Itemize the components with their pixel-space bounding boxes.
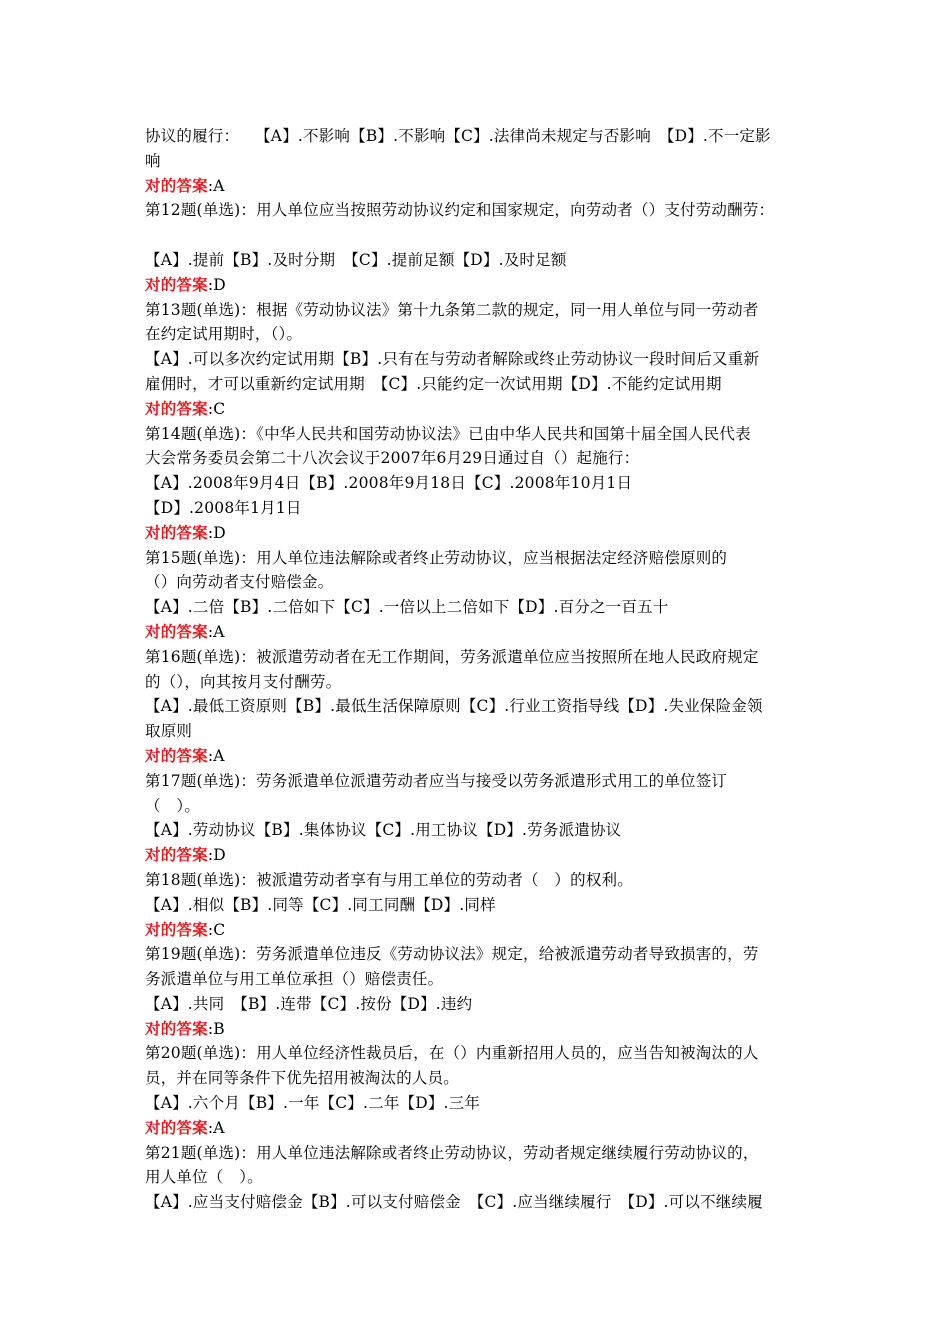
text-line: 【A】.二倍【B】.二倍如下【C】.一倍以上二倍如下【D】.百分之一百五十: [145, 598, 669, 617]
text-line: 【A】.劳动协议【B】.集体协议【C】.用工协议【D】.劳务派遣协议: [145, 821, 622, 840]
answer-value: :A: [207, 1118, 225, 1137]
text-line: 协议的履行： 【A】.不影响【B】.不影响【C】.法律尚未规定与否影响 【D】.不一定影: [145, 127, 771, 145]
text-line: 【A】.可以多次约定试用期【B】.只有在与劳动者解除或终止劳动协议一段时间后又重新: [145, 350, 760, 369]
answer-value: :C: [207, 399, 226, 418]
text-line: 第13题(单选)：根据《劳动协议法》第十九条第二款的规定，同一用人单位与同一劳动者: [145, 300, 759, 319]
text-line: 【A】.共同 【B】.连带【C】.按份【D】.违约: [145, 994, 473, 1013]
text-line: 【A】.2008年9月4日【B】.2008年9月18日【C】.2008年10月1日: [145, 474, 633, 493]
blank-line: [145, 223, 822, 248]
text-line: 员，并在同等条件下优先招用被淘汰的人员。: [145, 1069, 460, 1088]
text-line: 雇佣时，才可以重新约定试用期 【C】.只能约定一次试用期【D】.不能约定试用期: [145, 374, 722, 393]
text-line: 务派遣单位与用工单位承担（）赔偿责任。: [145, 970, 444, 989]
answer-label: 对的答案: [145, 522, 208, 542]
answer-line: [145, 1116, 822, 1141]
answer-line: [145, 843, 822, 868]
text-line: 的（），向其按月支付酬劳。: [145, 672, 342, 691]
text-line: 【A】.提前【B】.及时分期 【C】.提前足额【D】.及时足额: [145, 250, 567, 269]
answer-label: 对的答案: [145, 175, 208, 195]
answer-label: 对的答案: [145, 621, 208, 641]
text-line: 【A】.相似【B】.同等【C】.同工同酬【D】.同样: [145, 895, 496, 914]
text-line: 【A】.六个月【B】.一年【C】.二年【D】.三年: [145, 1094, 481, 1113]
answer-line: [145, 1017, 822, 1042]
answer-label: 对的答案: [145, 845, 208, 865]
text-line: 第15题(单选)：用人单位违法解除或者终止劳动协议，应当根据法定经济赔偿原则的: [145, 548, 728, 567]
text-line: 第20题(单选)：用人单位经济性裁员后，在（）内重新招用人员的，应当告知被淘汰的人: [145, 1044, 759, 1063]
answer-line: [145, 744, 822, 769]
text-line: 【D】.2008年1月1日: [145, 498, 302, 517]
answer-line: [145, 397, 822, 422]
answer-label: 对的答案: [145, 919, 208, 939]
answer-line: [145, 174, 822, 199]
answer-line: [145, 521, 822, 546]
answer-value: :D: [207, 275, 226, 294]
answer-label: 对的答案: [145, 745, 208, 765]
answer-value: :C: [207, 920, 226, 939]
text-line: 用人单位（ ）。: [145, 1168, 263, 1187]
text-line: 【A】.最低工资原则【B】.最低生活保障原则【C】.行业工资指导线【D】.失业保险金领: [145, 697, 763, 716]
answer-value: :B: [207, 1019, 225, 1038]
text-line: （）向劳动者支付赔偿金。: [145, 573, 334, 592]
answer-value: :D: [207, 846, 226, 865]
answer-line: [145, 273, 822, 298]
text-line: 第12题(单选)：用人单位应当按照劳动协议约定和国家规定，向劳动者（）支付劳动酬劳：: [145, 201, 775, 220]
answer-label: 对的答案: [145, 1018, 208, 1038]
answer-value: :A: [207, 176, 225, 195]
text-line: 大会常务委员会第二十八次会议于2007年6月29日通过自（）起施行：: [145, 449, 640, 468]
text-line: 第16题(单选)：被派遣劳动者在无工作期间，劳务派遣单位应当按照所在地人民政府规定: [145, 647, 759, 666]
answer-label: 对的答案: [145, 398, 208, 418]
answer-value: :D: [207, 523, 226, 542]
text-line: 第21题(单选)：用人单位违法解除或者终止劳动协议，劳动者规定继续履行劳动协议的，: [145, 1143, 759, 1162]
answer-label: 对的答案: [145, 274, 208, 294]
text-line: 第18题(单选)：被派遣劳动者享有与用工单位的劳动者（ ）的权利。: [145, 870, 633, 889]
answer-value: :A: [207, 746, 225, 765]
text-line: 第19题(单选)：劳务派遣单位违反《劳动协议法》规定，给被派遣劳动者导致损害的，劳: [145, 945, 759, 964]
text-line: 【A】.应当支付赔偿金【B】.可以支付赔偿金 【C】.应当继续履行 【D】.可以不继续履: [145, 1193, 763, 1212]
text-line: （ ）。: [145, 796, 201, 815]
answer-line: [145, 918, 822, 943]
text-line: 响: [145, 151, 161, 170]
answer-label: 对的答案: [145, 1117, 208, 1137]
text-line: 在约定试用期时，（）。: [145, 325, 303, 344]
answer-line: [145, 620, 822, 645]
text-line: 第14题(单选)：《中华人民共和国劳动协议法》已由中华人民共和国第十届全国人民代表: [145, 424, 751, 443]
answer-value: :A: [207, 622, 225, 641]
text-line: 取原则: [145, 722, 193, 741]
text-line: 第17题(单选)：劳务派遣单位派遣劳动者应当与接受以劳务派遣形式用工的单位签订: [145, 771, 728, 790]
